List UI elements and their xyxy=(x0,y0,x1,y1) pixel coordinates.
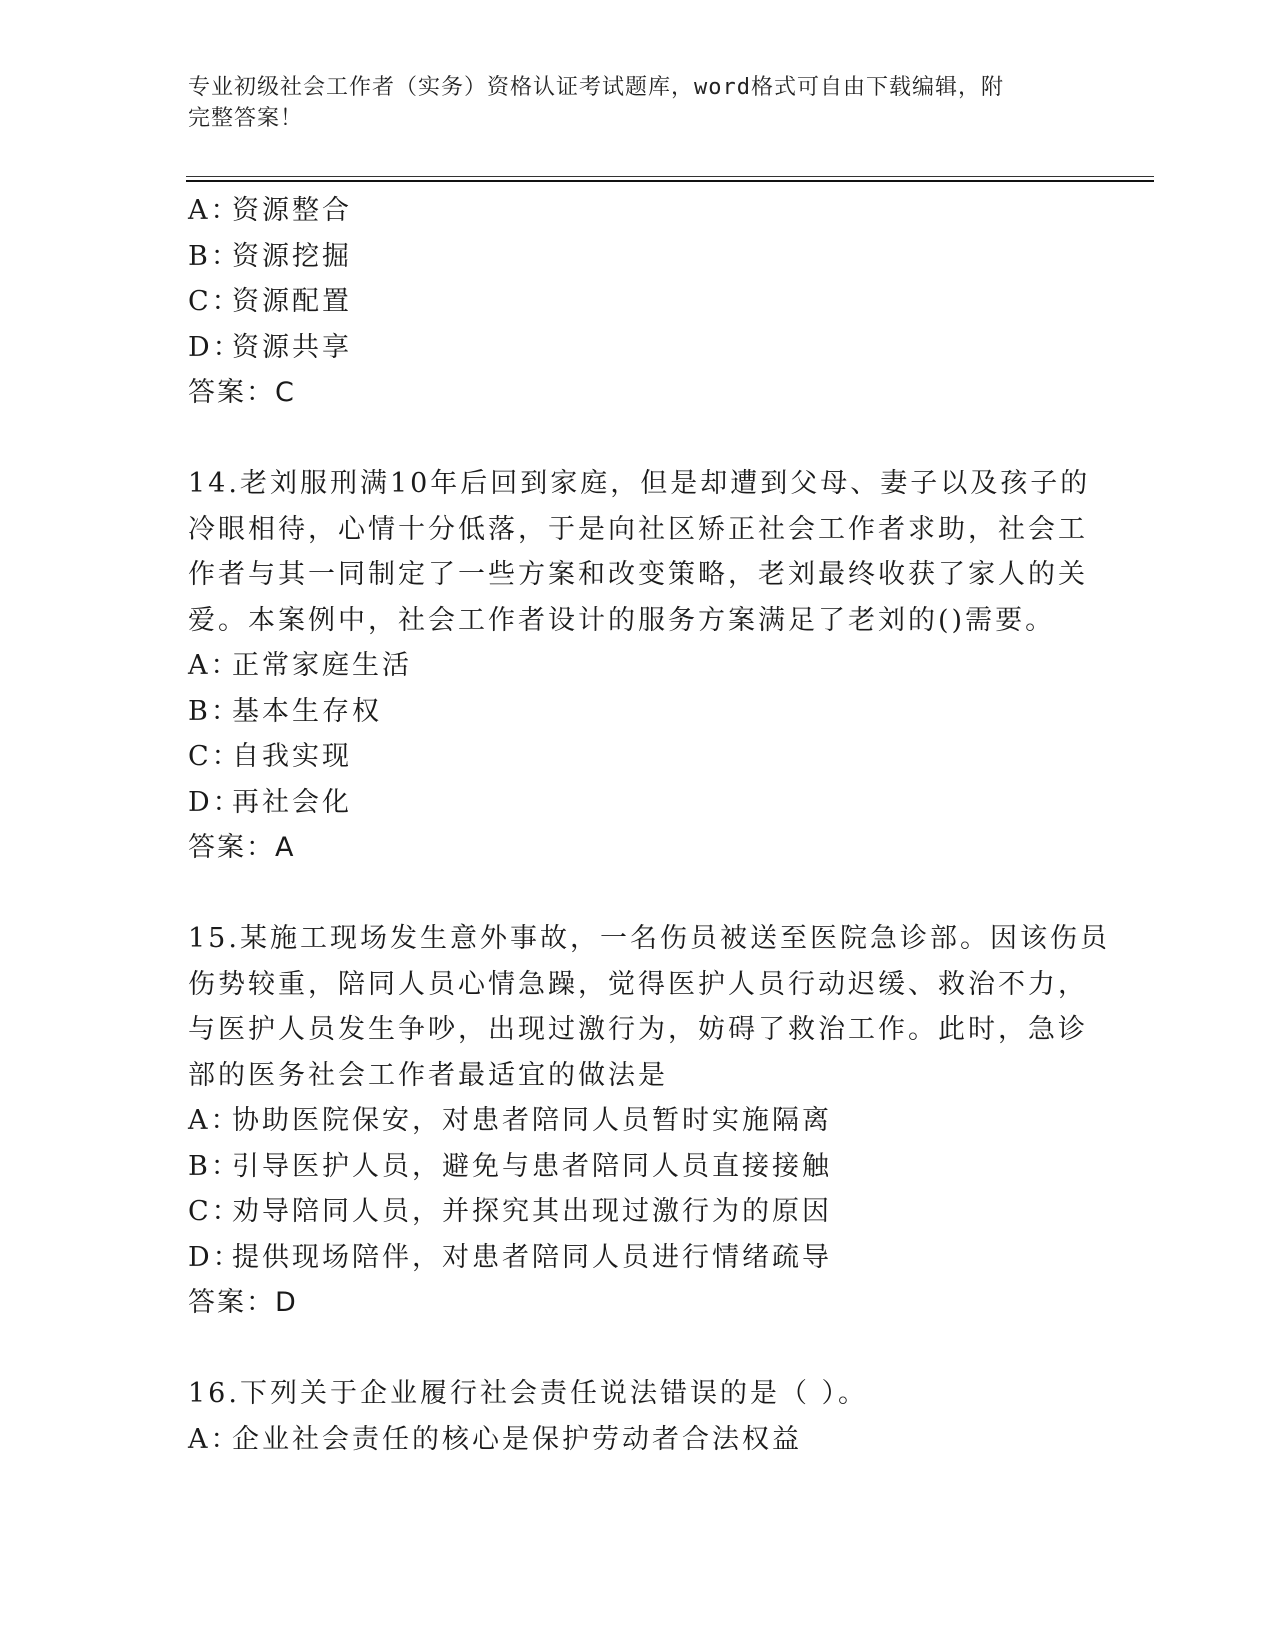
answer-line: 答案：C xyxy=(188,377,296,408)
option-key: A： xyxy=(188,1105,241,1136)
question-13-continued xyxy=(188,188,1088,416)
spacer xyxy=(188,871,1088,917)
option-key: D： xyxy=(188,786,243,818)
option-a xyxy=(188,188,1088,234)
option-a xyxy=(188,1098,1088,1144)
spacer xyxy=(188,1326,1088,1372)
header-line-1: 专业初级社会工作者（实务）资格认证考试题库，word格式可自由下载编辑，附 xyxy=(188,75,1004,100)
option-d xyxy=(188,780,1088,826)
question-stem-line: 伤势较重，陪同人员心情急躁，觉得医护人员行动迟缓、救治不力， xyxy=(188,968,1088,1000)
option-b xyxy=(188,1144,1088,1190)
spacer xyxy=(188,416,1088,462)
header-rule-thin xyxy=(186,176,1154,177)
option-text: 正常家庭生活 xyxy=(232,650,412,681)
question-stem-line: 15.某施工现场发生意外事故，一名伤员被送至医院急诊部。因该伤员 xyxy=(188,923,1110,954)
option-text: 基本生存权 xyxy=(232,695,382,727)
question-16 xyxy=(188,1371,1088,1462)
option-text: 协助医院保安，对患者陪同人员暂时实施隔离 xyxy=(232,1105,832,1136)
option-key: D： xyxy=(188,331,243,363)
option-text: 资源配置 xyxy=(232,286,352,317)
option-text: 劝导陪同人员，并探究其出现过激行为的原因 xyxy=(232,1196,832,1227)
option-c xyxy=(188,1189,1088,1235)
option-b xyxy=(188,689,1088,735)
question-stem-line: 与医护人员发生争吵，出现过激行为，妨碍了救治工作。此时，急诊 xyxy=(188,1014,1088,1045)
question-stem-line: 冷眼相待，心情十分低落，于是向社区矫正社会工作者求助，社会工 xyxy=(188,513,1088,545)
option-text: 再社会化 xyxy=(232,786,352,818)
option-key: C： xyxy=(188,286,242,317)
question-stem-line: 部的医务社会工作者最适宜的做法是 xyxy=(188,1059,668,1091)
option-a xyxy=(188,643,1088,689)
option-text: 资源整合 xyxy=(232,195,352,226)
option-key: A： xyxy=(188,195,241,226)
option-d xyxy=(188,325,1088,371)
option-key: B： xyxy=(188,240,241,272)
question-stem-line: 作者与其一同制定了一些方案和改变策略，老刘最终收获了家人的关 xyxy=(188,559,1088,590)
answer-line: 答案：D xyxy=(188,1287,298,1318)
option-key: B： xyxy=(188,695,241,727)
option-key: C： xyxy=(188,1196,242,1227)
question-stem-line: 14.老刘服刑满10年后回到家庭，但是却遭到父母、妻子以及孩子的 xyxy=(188,468,1091,499)
header-line-2: 完整答案！ xyxy=(188,106,304,131)
option-c xyxy=(188,734,1088,780)
option-text: 资源共享 xyxy=(232,331,352,363)
option-key: D： xyxy=(188,1241,243,1273)
option-text: 提供现场陪伴，对患者陪同人员进行情绪疏导 xyxy=(232,1241,832,1273)
question-stem-line: 爱。本案例中，社会工作者设计的服务方案满足了老刘的()需要。 xyxy=(188,604,1056,636)
option-key: A： xyxy=(188,650,241,681)
option-key: C： xyxy=(188,741,242,772)
document-header xyxy=(188,72,1068,134)
question-content xyxy=(188,188,1110,1462)
option-text: 自我实现 xyxy=(232,741,352,772)
option-text: 资源挖掘 xyxy=(232,240,352,272)
option-text: 企业社会责任的核心是保护劳动者合法权益 xyxy=(232,1423,802,1455)
question-14 xyxy=(188,461,1091,871)
answer-line: 答案：A xyxy=(188,832,296,863)
option-c xyxy=(188,279,1088,325)
option-b xyxy=(188,234,1088,280)
option-d xyxy=(188,1235,1088,1281)
question-stem-line: 16.下列关于企业履行社会责任说法错误的是（ ）。 xyxy=(188,1378,869,1409)
option-key: A： xyxy=(188,1423,241,1455)
option-a xyxy=(188,1417,1088,1463)
option-key: B： xyxy=(188,1150,241,1182)
option-text: 引导医护人员，避免与患者陪同人员直接接触 xyxy=(232,1150,832,1182)
question-15 xyxy=(188,916,1110,1326)
header-rule-thick xyxy=(186,180,1154,182)
